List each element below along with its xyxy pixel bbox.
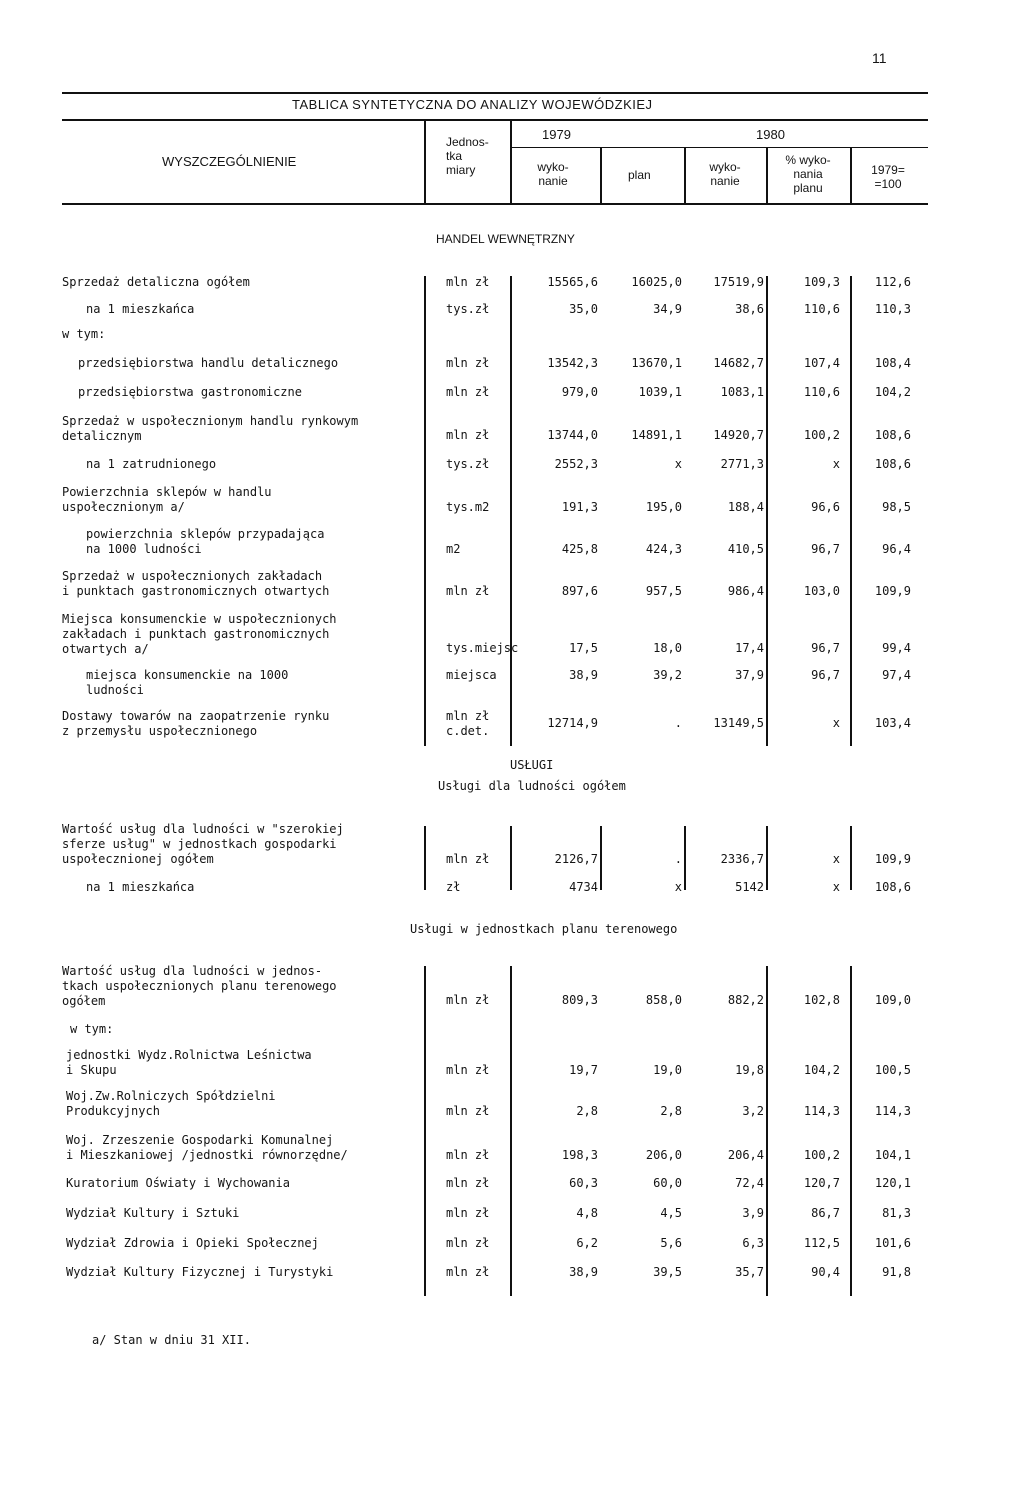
header-wyk-1979: wyko- nanie [537, 160, 569, 188]
value-index: 114,3 [874, 1104, 911, 1118]
value-1979: 13744,0 [547, 428, 598, 442]
value-pct-plan: 114,3 [803, 1104, 840, 1118]
value-index: 108,6 [874, 428, 911, 442]
value-plan: 14891,1 [631, 428, 682, 442]
value-pct-plan: x [832, 457, 840, 471]
body-divider [510, 826, 512, 890]
value-plan: 60,0 [653, 1176, 682, 1190]
header-divider [850, 148, 852, 204]
section-title-handel: HANDEL WEWNĘTRZNY [436, 232, 575, 246]
row-label: Powierzchnia sklepów w handlu uspołecznionym a/ [62, 485, 272, 514]
value-1979: 17,5 [569, 641, 598, 655]
value-pct-plan: 110,6 [803, 385, 840, 399]
row-unit: mln zł [446, 385, 490, 399]
value-index: 91,8 [882, 1265, 911, 1279]
header-pct-plan: % wyko- nania planu [785, 153, 831, 195]
header-unit: Jednos- tka miary [446, 135, 489, 177]
value-pct-plan: 107,4 [803, 356, 840, 370]
value-plan: 206,0 [645, 1148, 682, 1162]
value-1980: 6,3 [742, 1236, 764, 1250]
value-index: 108,6 [874, 457, 911, 471]
body-divider [766, 966, 768, 1296]
value-pct-plan: 103,0 [803, 584, 840, 598]
value-1979: 13542,3 [547, 356, 598, 370]
value-index: 97,4 [882, 668, 911, 682]
value-1979: 38,9 [569, 1265, 598, 1279]
row-unit: tys.zł [446, 302, 490, 316]
row-label: Woj.Zw.Rolniczych Spółdzielni Produkcyjnych [66, 1089, 276, 1118]
value-index: 109,9 [874, 852, 911, 866]
header-top-rule [62, 92, 928, 94]
value-plan: 2,8 [660, 1104, 682, 1118]
row-label: Sprzedaż w uspołecznionym handlu rynkowym detalicznym [62, 414, 359, 443]
row-label: powierzchnia sklepów przypadająca na 1000 ludności [86, 527, 325, 556]
body-divider [510, 966, 512, 1296]
value-1980: 35,7 [735, 1265, 764, 1279]
row-label: przedsiębiorstwa gastronomiczne [78, 385, 302, 399]
value-plan: 39,2 [653, 668, 682, 682]
row-unit: mln zł [446, 852, 490, 866]
value-1980: 188,4 [727, 500, 764, 514]
value-1979: 191,3 [561, 500, 598, 514]
value-pct-plan: 102,8 [803, 993, 840, 1007]
value-pct-plan: 90,4 [811, 1265, 840, 1279]
value-plan: 195,0 [645, 500, 682, 514]
page-title: TABLICA SYNTETYCZNA DO ANALIZY WOJEWÓDZKIEJ [292, 97, 653, 112]
body-divider [850, 826, 852, 890]
value-pct-plan: 109,3 [803, 275, 840, 289]
row-unit: mln zł [446, 1148, 490, 1162]
value-1980: 19,8 [735, 1063, 764, 1077]
value-plan: 5,6 [660, 1236, 682, 1250]
value-index: 81,3 [882, 1206, 911, 1220]
header-year-1979: 1979 [542, 127, 571, 142]
row-unit: mln zł [446, 1265, 490, 1279]
row-unit: zł [446, 880, 461, 894]
row-label: na 1 zatrudnionego [86, 457, 217, 471]
row-label: Wydział Kultury i Sztuki [66, 1206, 240, 1220]
header-divider [424, 120, 426, 204]
value-1979: 19,7 [569, 1063, 598, 1077]
value-pct-plan: 96,7 [811, 542, 840, 556]
value-1980: 72,4 [735, 1176, 764, 1190]
row-unit: mln zł [446, 1063, 490, 1077]
row-label: w tym: [70, 1022, 114, 1036]
value-1980: 410,5 [727, 542, 764, 556]
value-plan: . [674, 852, 682, 866]
value-1979: 2552,3 [554, 457, 598, 471]
value-1979: 198,3 [561, 1148, 598, 1162]
footnote: a/ Stan w dniu 31 XII. [92, 1333, 251, 1347]
body-divider [424, 276, 426, 746]
page-number: 11 [872, 50, 887, 66]
value-pct-plan: 120,7 [803, 1176, 840, 1190]
value-plan: 13670,1 [631, 356, 682, 370]
value-1980: 1083,1 [720, 385, 764, 399]
value-1980: 5142 [735, 880, 764, 894]
value-index: 120,1 [874, 1176, 911, 1190]
row-unit: mln zł [446, 356, 490, 370]
header-divider [510, 120, 512, 204]
row-unit: mln zł [446, 993, 490, 1007]
value-pct-plan: x [832, 880, 840, 894]
value-index: 109,0 [874, 993, 911, 1007]
header-divider [684, 148, 686, 204]
value-index: 108,6 [874, 880, 911, 894]
value-1979: 15565,6 [547, 275, 598, 289]
row-unit: mln zł c.det. [446, 709, 490, 738]
header-plan: plan [628, 168, 651, 182]
value-pct-plan: x [832, 852, 840, 866]
header-top-rule-2 [62, 119, 928, 121]
value-plan: 18,0 [653, 641, 682, 655]
value-1980: 2336,7 [720, 852, 764, 866]
value-index: 109,9 [874, 584, 911, 598]
value-1980: 14920,7 [713, 428, 764, 442]
value-1980: 17519,9 [713, 275, 764, 289]
header-index: 1979= =100 [871, 163, 905, 191]
row-label: miejsca konsumenckie na 1000 ludności [86, 668, 289, 697]
value-pct-plan: 110,6 [803, 302, 840, 316]
value-plan: 39,5 [653, 1265, 682, 1279]
value-plan: 858,0 [645, 993, 682, 1007]
value-1979: 38,9 [569, 668, 598, 682]
row-unit: tys.m2 [446, 500, 490, 514]
row-unit: miejsca [446, 668, 497, 682]
row-unit: mln zł [446, 428, 490, 442]
value-plan: 957,5 [645, 584, 682, 598]
section-title-uslugi-plan: Usługi w jednostkach planu terenowego [410, 922, 678, 936]
value-pct-plan: 96,7 [811, 668, 840, 682]
body-divider [766, 276, 768, 746]
value-index: 99,4 [882, 641, 911, 655]
value-plan: . [674, 716, 682, 730]
value-1980: 38,6 [735, 302, 764, 316]
value-1980: 3,9 [742, 1206, 764, 1220]
value-1979: 809,3 [561, 993, 598, 1007]
row-unit: mln zł [446, 584, 490, 598]
value-plan: 34,9 [653, 302, 682, 316]
value-plan: 19,0 [653, 1063, 682, 1077]
value-index: 108,4 [874, 356, 911, 370]
header-wyk-1980: wyko- nanie [709, 160, 741, 188]
header-divider [766, 148, 768, 204]
row-label: w tym: [62, 327, 106, 341]
value-pct-plan: 96,7 [811, 641, 840, 655]
value-1979: 6,2 [576, 1236, 598, 1250]
value-1980: 986,4 [727, 584, 764, 598]
header-year-1980: 1980 [756, 127, 785, 142]
row-unit: tys.zł [446, 457, 490, 471]
body-divider [766, 826, 768, 890]
value-pct-plan: x [832, 716, 840, 730]
value-1979: 979,0 [561, 385, 598, 399]
value-pct-plan: 104,2 [803, 1063, 840, 1077]
value-1979: 4,8 [576, 1206, 598, 1220]
header-divider [600, 148, 602, 204]
body-divider [600, 826, 602, 890]
body-divider [850, 276, 852, 746]
value-plan: 424,3 [645, 542, 682, 556]
value-index: 100,5 [874, 1063, 911, 1077]
value-pct-plan: 96,6 [811, 500, 840, 514]
value-index: 112,6 [874, 275, 911, 289]
body-divider [424, 826, 426, 890]
value-pct-plan: 100,2 [803, 428, 840, 442]
value-1980: 14682,7 [713, 356, 764, 370]
row-label: Miejsca konsumenckie w uspołecznionych zakładach i punktach gastronomicznych otwartych a/ [62, 612, 337, 656]
value-1979: 35,0 [569, 302, 598, 316]
value-1980: 206,4 [727, 1148, 764, 1162]
value-plan: 1039,1 [638, 385, 682, 399]
row-label: na 1 mieszkańca [86, 880, 195, 894]
row-label: Sprzedaż w uspołecznionych zakładach i punktach gastronomicznych otwartych [62, 569, 330, 598]
value-index: 101,6 [874, 1236, 911, 1250]
row-label: na 1 mieszkańca [86, 302, 195, 316]
row-label: przedsiębiorstwa handlu detalicznego [78, 356, 339, 370]
value-plan: 4,5 [660, 1206, 682, 1220]
row-label: jednostki Wydz.Rolnictwa Leśnictwa i Skupu [66, 1048, 312, 1077]
value-index: 103,4 [874, 716, 911, 730]
value-plan: 16025,0 [631, 275, 682, 289]
body-divider [510, 276, 512, 746]
row-unit: mln zł [446, 1206, 490, 1220]
value-1980: 17,4 [735, 641, 764, 655]
value-1979: 897,6 [561, 584, 598, 598]
value-index: 104,1 [874, 1148, 911, 1162]
header-year-rule [510, 147, 928, 148]
value-1979: 4734 [569, 880, 598, 894]
value-1980: 882,2 [727, 993, 764, 1007]
header-bottom-rule [62, 203, 928, 205]
row-label: Dostawy towarów na zaopatrzenie rynku z przemysłu uspołecznionego [62, 709, 330, 738]
value-1979: 60,3 [569, 1176, 598, 1190]
row-unit: mln zł [446, 1176, 490, 1190]
value-index: 110,3 [874, 302, 911, 316]
body-divider [424, 966, 426, 1296]
value-pct-plan: 86,7 [811, 1206, 840, 1220]
value-1979: 425,8 [561, 542, 598, 556]
value-pct-plan: 112,5 [803, 1236, 840, 1250]
row-label: Wartość usług dla ludności w "szerokiej sferze usług" w jednostkach gospodarki uspołecznionej ogółem [62, 822, 344, 866]
row-unit: mln zł [446, 275, 490, 289]
row-label: Wartość usług dla ludności w jednos- tkach uspołecznionych planu terenowego ogółem [62, 964, 337, 1008]
row-unit: tys.miejsc [446, 641, 519, 655]
body-divider [850, 966, 852, 1296]
row-unit: m2 [446, 542, 461, 556]
row-label: Wydział Zdrowia i Opieki Społecznej [66, 1236, 319, 1250]
row-unit: mln zł [446, 1104, 490, 1118]
row-unit: mln zł [446, 1236, 490, 1250]
value-index: 104,2 [874, 385, 911, 399]
value-pct-plan: 100,2 [803, 1148, 840, 1162]
value-1980: 13149,5 [713, 716, 764, 730]
value-1980: 37,9 [735, 668, 764, 682]
row-label: Woj. Zrzeszenie Gospodarki Komunalnej i Mieszkaniowej /jednostki równorzędne/ [66, 1133, 348, 1162]
row-label: Wydział Kultury Fizycznej i Turystyki [66, 1265, 334, 1279]
value-1979: 2126,7 [554, 852, 598, 866]
value-plan: x [674, 457, 682, 471]
value-1980: 3,2 [742, 1104, 764, 1118]
value-index: 98,5 [882, 500, 911, 514]
value-plan: x [674, 880, 682, 894]
row-label: Sprzedaż detaliczna ogółem [62, 275, 250, 289]
value-1980: 2771,3 [720, 457, 764, 471]
body-divider [684, 826, 686, 890]
value-index: 96,4 [882, 542, 911, 556]
header-description: WYSZCZEGÓLNIENIE [162, 154, 297, 169]
value-1979: 2,8 [576, 1104, 598, 1118]
row-label: Kuratorium Oświaty i Wychowania [66, 1176, 290, 1190]
value-1979: 12714,9 [547, 716, 598, 730]
section-title-uslugi-ogolem: Usługi dla ludności ogółem [438, 779, 626, 793]
section-title-uslugi: USŁUGI [510, 758, 554, 772]
